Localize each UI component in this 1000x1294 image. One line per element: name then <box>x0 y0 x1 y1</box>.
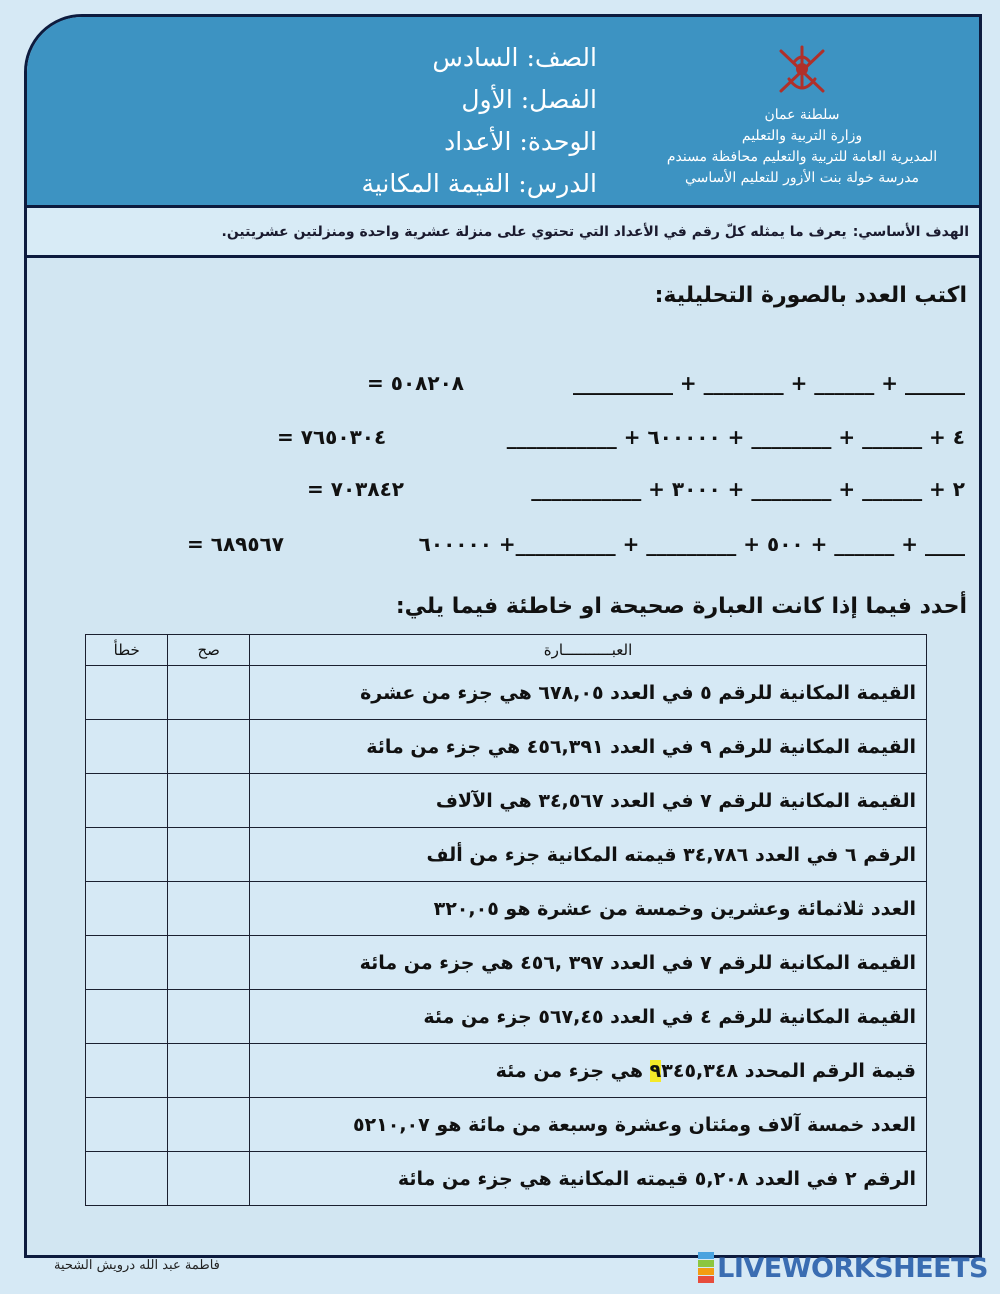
expansion-row <box>27 477 979 501</box>
brand-text: LIVEWORKSHEETS <box>717 1252 988 1284</box>
goal-label: الهدف الأساسي: <box>852 223 969 240</box>
false-answer-cell[interactable] <box>86 774 168 828</box>
statement-cell: القيمة المكانية للرقم ٩ في العدد ٤٥٦,٣٩١ هي جزء من مائة <box>249 720 926 774</box>
expansion-row <box>27 371 979 395</box>
goal-text: يعرف ما يمثله كلّ رقم في الأعداد التي تحتوي على منزلة عشرية واحدة ومنزلتين عشريتين. <box>221 223 847 240</box>
table-row <box>86 828 927 882</box>
false-answer-cell[interactable] <box>86 936 168 990</box>
column-header-false: خطأ <box>86 635 168 666</box>
statement-cell: الرقم ٦ في العدد ٣٤,٧٨٦ قيمته المكانية جزء من ألف <box>249 828 926 882</box>
statement-cell: العدد ثلاثمائة وعشرين وخمسة من عشرة هو ٣٢٠,٠٥ <box>249 882 926 936</box>
expansion-number: ٦٨٩٥٦٧ = <box>187 532 284 556</box>
expansion-blanks[interactable]: ____ + ______ + ٥٠٠ + _________ + __________+ ٦٠٠٠٠٠ <box>418 532 965 556</box>
table-row <box>86 1044 927 1098</box>
true-answer-cell[interactable] <box>168 666 250 720</box>
true-answer-cell[interactable] <box>168 990 250 1044</box>
true-answer-cell[interactable] <box>168 1044 250 1098</box>
table-row <box>86 990 927 1044</box>
false-answer-cell[interactable] <box>86 1098 168 1152</box>
header-band <box>27 17 979 208</box>
table-row <box>86 1098 927 1152</box>
true-answer-cell[interactable] <box>168 774 250 828</box>
statement-cell-highlighted <box>249 1044 926 1098</box>
table-row <box>86 882 927 936</box>
column-header-true: صح <box>168 635 250 666</box>
expansion-row <box>27 425 979 449</box>
school-name: مدرسة خولة بنت الأزور للتعليم الأساسي <box>684 170 920 186</box>
expansion-row <box>27 532 979 556</box>
false-answer-cell[interactable] <box>86 666 168 720</box>
statement-cell: القيمة المكانية للرقم ٧ في العدد ٣٩٧ ,٤٥٦ هي جزء من مائة <box>249 936 926 990</box>
column-header-statement: العبـــــــــــارة <box>249 635 926 666</box>
true-answer-cell[interactable] <box>168 1098 250 1152</box>
table-header-row <box>86 635 927 666</box>
live-badge-icon <box>698 1252 714 1284</box>
statement-cell: القيمة المكانية للرقم ٤ في العدد ٥٦٧,٤٥ جزء من مئة <box>249 990 926 1044</box>
author-name: فاطمة عبد الله درويش الشحية <box>54 1258 220 1273</box>
highlighted-statement: قيمة الرقم المحدد ٩٣٤٥,٣٤٨ هي جزء من مئة <box>495 1059 916 1082</box>
true-answer-cell[interactable] <box>168 828 250 882</box>
section2-heading: أحدد فيما إذا كانت العبارة صحيحة او خاطئة فيما يلي: <box>395 594 967 619</box>
expansion-blanks[interactable]: ٤ + ______ + ________ + ٦٠٠٠٠٠ + ___________ <box>506 425 965 449</box>
directorate-name: المديرية العامة للتربية والتعليم محافظة مسندم <box>666 149 938 165</box>
grade-title: الصف: السادس <box>432 43 597 72</box>
ministry-name: وزارة التربية والتعليم <box>741 128 863 144</box>
true-answer-cell[interactable] <box>168 720 250 774</box>
learning-goal <box>27 208 979 258</box>
true-false-table <box>85 634 927 1206</box>
true-answer-cell[interactable] <box>168 1152 250 1206</box>
false-answer-cell[interactable] <box>86 720 168 774</box>
false-answer-cell[interactable] <box>86 828 168 882</box>
true-answer-cell[interactable] <box>168 882 250 936</box>
statement-cell: القيمة المكانية للرقم ٥ في العدد ٦٧٨,٠٥ هي جزء من عشرة <box>249 666 926 720</box>
lesson-info <box>297 37 597 205</box>
expansion-number: ٥٠٨٢٠٨ = <box>367 371 464 395</box>
lesson-title: الدرس: القيمة المكانية <box>361 169 597 198</box>
liveworksheets-logo[interactable] <box>698 1252 988 1284</box>
expansion-blanks[interactable]: ٢ + ______ + ________ + ٣٠٠٠ + ___________ <box>531 477 965 501</box>
expansion-number: ٧٠٣٨٤٢ = <box>307 477 404 501</box>
false-answer-cell[interactable] <box>86 1044 168 1098</box>
expansion-blanks[interactable]: ______ + ______ + ________ + __________ <box>572 371 965 395</box>
table-row <box>86 936 927 990</box>
expansion-number: ٧٦٥٠٣٠٤ = <box>277 425 387 449</box>
true-answer-cell[interactable] <box>168 936 250 990</box>
statement-cell: العدد خمسة آلاف ومئتان وعشرة وسبعة من مائة هو ٥٢١٠,٠٧ <box>249 1098 926 1152</box>
false-answer-cell[interactable] <box>86 882 168 936</box>
false-answer-cell[interactable] <box>86 990 168 1044</box>
statement-cell: الرقم ٢ في العدد ٥,٢٠٨ قيمته المكانية هي جزء من مائة <box>249 1152 926 1206</box>
statement-cell: القيمة المكانية للرقم ٧ في العدد ٣٤,٥٦٧ هي الآلاف <box>249 774 926 828</box>
table-row <box>86 720 927 774</box>
table-row <box>86 666 927 720</box>
ministry-block <box>647 39 957 189</box>
unit-title: الوحدة: الأعداد <box>444 127 597 156</box>
false-answer-cell[interactable] <box>86 1152 168 1206</box>
worksheet-frame <box>24 14 982 1258</box>
country-name: سلطنة عمان <box>764 107 840 123</box>
table-row <box>86 774 927 828</box>
term-title: الفصل: الأول <box>461 85 597 114</box>
highlighted-digit: ٩ <box>649 1059 662 1082</box>
table-row <box>86 1152 927 1206</box>
oman-emblem-icon <box>767 39 837 101</box>
section1-heading: اكتب العدد بالصورة التحليلية: <box>654 283 967 308</box>
